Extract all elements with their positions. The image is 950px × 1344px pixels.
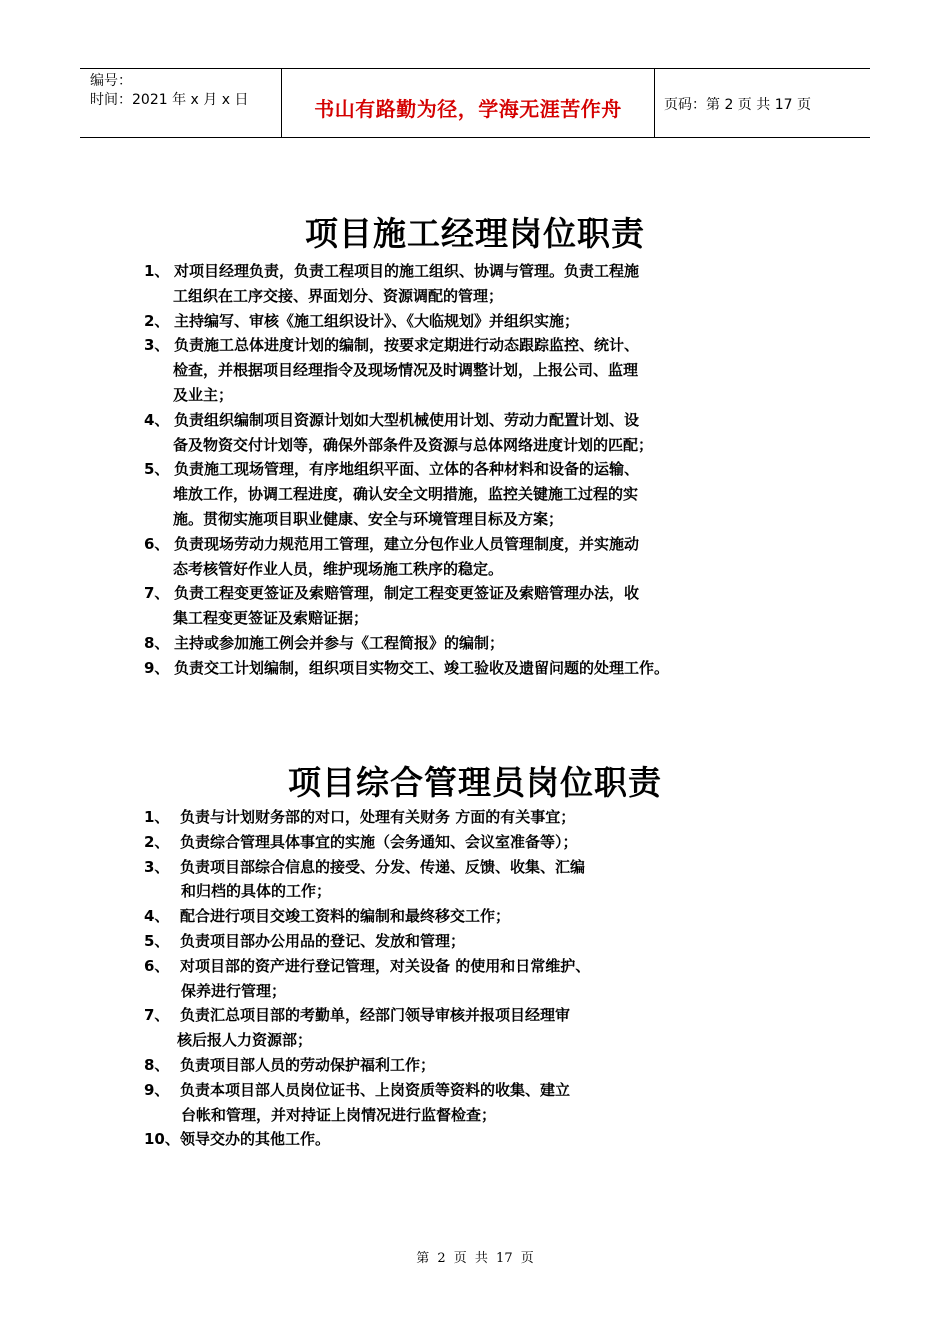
duty-item-text: 配合进行项目交竣工资料的编制和最终移交工作； [180,907,511,926]
duty-item-text: 负责施工现场管理，有序地组织平面、立体的各种材料和设备的运输、 [174,460,640,479]
duty-item [144,581,724,631]
duty-item [144,1003,644,1053]
duty-item-number: 3、 [144,857,170,876]
duty-item-text: 对项目经理负责，负责工程项目的施工组织、协调与管理。负责工程施 [174,262,640,280]
page-footer: 第 2 页 共 17 页 [416,1251,534,1266]
duty-item [144,631,724,656]
header-page-info: 页码：第 2 页 共 17 页 [664,97,811,113]
duty-item-text: 负责汇总项目部的考勤单，经部门领导审核并报项目经理审 [180,1006,571,1025]
section2-duties-list [144,805,644,1152]
duty-item-number: 10、 [144,1130,180,1149]
duty-item-text: 领导交办的其他工作。 [180,1130,331,1149]
section1-title: 项目施工经理岗位职责 [305,214,645,253]
duty-item-continuation: 态考核管好作业人员，维护现场施工秩序的稳定。 [173,559,504,578]
duty-item-continuation: 和归档的具体的工作； [181,882,332,901]
duty-item [144,259,724,309]
duty-item-number: 6、 [144,534,170,553]
duty-item-number: 4、 [144,907,170,926]
duty-item [144,333,724,407]
duty-item-continuation: 台帐和管理，并对持证上岗情况进行监督检查； [181,1105,497,1124]
duty-item-continuation: 保养进行管理； [181,981,287,1000]
duty-item-text: 主持或参加施工例会并参与《工程简报》的编制； [174,633,505,652]
duty-item-number: 7、 [144,1006,170,1025]
duty-item-text: 负责综合管理具体事宜的实施（会务通知、会议室准备等）； [180,832,578,851]
duty-item-number: 5、 [144,460,170,479]
duty-item [144,457,724,531]
document-number-label: 编号： [90,73,132,89]
duty-item [144,904,644,929]
duty-item [144,532,724,582]
duty-item-text: 负责组织编制项目资源计划如大型机械使用计划、劳动力配置计划、设 [174,410,640,429]
header-motto: 书山有路勤为径，学海无涯苦作舟 [314,97,622,121]
section2-title: 项目综合管理员岗位职责 [288,763,662,802]
duty-item-text: 负责项目部综合信息的接受、分发、传递、反馈、收集、汇编 [180,857,586,876]
duty-item-text: 负责项目部人员的劳动保护福利工作； [180,1055,436,1074]
duty-item [144,1078,644,1128]
duty-item [144,929,644,954]
duty-item-number: 6、 [144,956,170,975]
duty-item-number: 5、 [144,931,170,950]
duty-item-continuation: 备及物资交付计划等，确保外部条件及资源与总体网络进度计划的匹配； [173,435,654,454]
duty-item-number: 4、 [144,410,170,429]
duty-item-number: 9、 [144,1080,170,1099]
duty-item-continuation: 施。贯彻实施项目职业健康、安全与环境管理目标及方案； [173,509,564,528]
duty-item-number: 2、 [144,832,170,851]
duty-item-continuation: 工组织在工序交接、界面划分、资源调配的管理； [173,286,504,305]
duty-item-text: 负责项目部办公用品的登记、发放和管理； [180,931,466,950]
header-page-cell [654,69,870,137]
duty-item [144,954,644,1004]
document-time-label: 时间：2021 年 x 月 x 日 [90,92,249,108]
duty-item-number: 1、 [144,262,170,280]
duty-item-number: 9、 [144,658,170,677]
duty-item-text: 负责与计划财务部的对口，处理有关财务 方面的有关事宜； [180,808,576,826]
duty-item-continuation: 堆放工作，协调工程进度，确认安全文明措施，监控关键施工过程的实 [173,485,639,504]
duty-item-number: 8、 [144,1055,170,1074]
duty-item [144,309,724,334]
duty-item-text: 负责施工总体进度计划的编制，按要求定期进行动态跟踪监控、统计、 [174,336,640,355]
duty-item [144,855,644,905]
duty-item-text: 负责工程变更签证及索赔管理，制定工程变更签证及索赔管理办法，收 [174,584,640,603]
duty-item-continuation: 核后报人力资源部； [177,1031,313,1050]
header-meta-cell [80,69,280,137]
duty-item [144,1053,644,1078]
duty-item-text: 对项目部的资产进行登记管理，对关设备 的使用和日常维护、 [180,956,591,975]
duty-item-text: 负责交工计划编制，组织项目实物交工、竣工验收及遗留问题的处理工作。 [174,658,670,677]
duty-item-continuation: 检查，并根据项目经理指令及现场情况及时调整计划，上报公司、监理 [173,361,639,380]
document-header [80,68,870,138]
duty-item [144,805,644,830]
duty-item [144,408,724,458]
duty-item-number: 8、 [144,633,170,652]
duty-item-number: 7、 [144,584,170,603]
duty-item-text: 负责本项目部人员岗位证书、上岗资质等资料的收集、建立 [180,1080,571,1099]
duty-item-continuation: 集工程变更签证及索赔证据； [173,609,369,628]
duty-item-number: 3、 [144,336,170,355]
duty-item-text: 主持编写、审核《施工组织设计》、《大临规划》并组织实施； [174,311,580,330]
duty-item [144,830,644,855]
section1-duties-list [144,259,724,681]
header-motto-cell [281,69,655,137]
duty-item-number: 2、 [144,311,170,330]
duty-item [144,656,724,681]
duty-item-continuation: 及业主； [173,385,234,404]
duty-item-number: 1、 [144,808,170,826]
duty-item [144,1127,644,1152]
duty-item-text: 负责现场劳动力规范用工管理，建立分包作业人员管理制度，并实施动 [174,534,640,553]
